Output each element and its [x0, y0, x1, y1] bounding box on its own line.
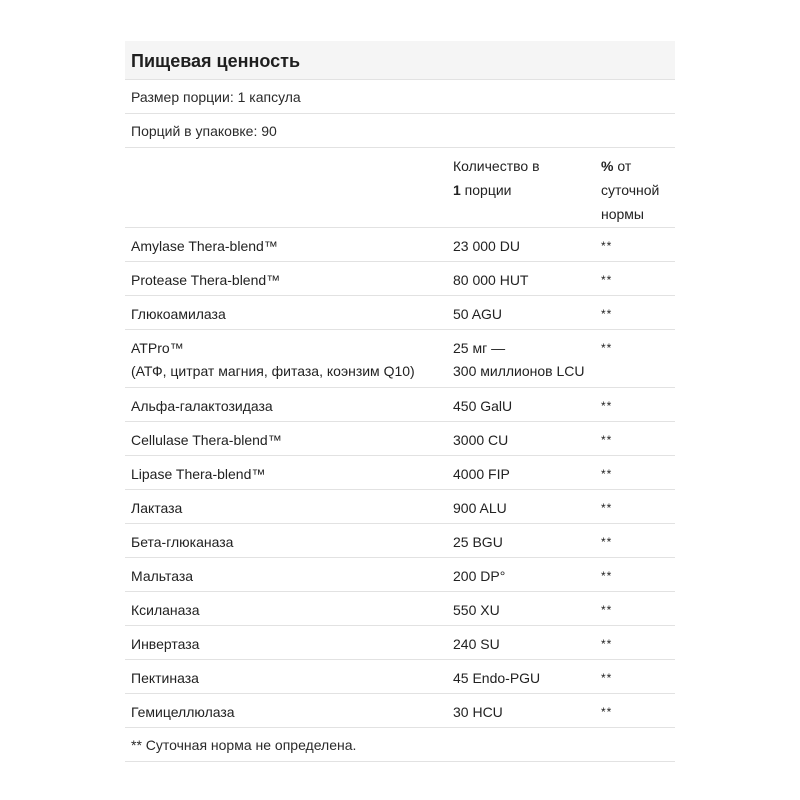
- nutrient-name-cell: [125, 420, 447, 455]
- nutrient-name: Инвертаза: [131, 636, 200, 652]
- nutrient-name-cell: [125, 488, 447, 523]
- nutrient-amount-cell: [447, 624, 595, 659]
- header-dv-line1: [601, 154, 675, 178]
- nutrient-name-cell: [125, 328, 447, 387]
- nutrient-name-cell: [125, 692, 447, 727]
- nutrient-dv: **: [601, 467, 613, 481]
- nutrient-amount-cell: [447, 488, 595, 523]
- nutrient-dv-cell: [595, 420, 675, 455]
- nutrient-name: ATPro™: [131, 340, 184, 356]
- nutrient-dv-cell: [595, 488, 675, 523]
- nutrient-name-cell: [125, 658, 447, 693]
- nutrient-amount: 45 Endo-PGU: [453, 670, 541, 686]
- nutrient-amount-cell: [447, 386, 595, 421]
- nutrient-amount-cell: [447, 454, 595, 489]
- nutrient-amount: 3000 CU: [453, 432, 509, 448]
- nutrient-name-cell: [125, 624, 447, 659]
- header-dv-cell: [595, 146, 675, 227]
- table-row: [125, 694, 675, 728]
- table-row: [125, 262, 675, 296]
- nutrient-dv: **: [601, 671, 613, 685]
- nutrient-amount-detail: 300 миллионов LCU: [453, 363, 585, 379]
- table-row: [125, 558, 675, 592]
- nutrient-dv: **: [601, 637, 613, 651]
- nutrient-dv-cell: [595, 522, 675, 557]
- nutrient-dv: **: [601, 341, 613, 355]
- nutrient-dv: **: [601, 433, 613, 447]
- nutrient-amount-cell: [447, 658, 595, 693]
- nutrient-dv: **: [601, 307, 613, 321]
- table-row: [125, 490, 675, 524]
- nutrient-name-cell: [125, 590, 447, 625]
- serving-size: Размер порции: 1 капсула: [125, 80, 675, 114]
- nutrient-name: Гемицеллюлаза: [131, 704, 235, 720]
- table-row: [125, 626, 675, 660]
- header-amount-cell: [447, 146, 595, 227]
- table-row: [125, 660, 675, 694]
- nutrient-dv: **: [601, 569, 613, 583]
- nutrient-amount-cell: [447, 556, 595, 591]
- header-name-cell: [125, 146, 447, 227]
- nutrient-dv-cell: [595, 386, 675, 421]
- nutrient-dv: **: [601, 535, 613, 549]
- table-header: [125, 148, 675, 228]
- nutrient-dv-cell: [595, 260, 675, 295]
- nutrient-dv: **: [601, 399, 613, 413]
- nutrient-dv-cell: [595, 692, 675, 727]
- panel-title: Пищевая ценность: [125, 41, 675, 80]
- table-row: [125, 422, 675, 456]
- nutrient-amount-cell: [447, 420, 595, 455]
- nutrient-amount: 550 XU: [453, 602, 500, 618]
- nutrient-name: Глюкоамилаза: [131, 306, 226, 322]
- nutrient-dv: **: [601, 501, 613, 515]
- nutrient-amount: 900 ALU: [453, 500, 507, 516]
- nutrient-amount-cell: [447, 294, 595, 329]
- nutrient-amount: 450 GalU: [453, 398, 513, 414]
- servings-per-container: Порций в упаковке: 90: [125, 114, 675, 148]
- nutrient-dv-cell: [595, 590, 675, 625]
- nutrient-dv: **: [601, 273, 613, 287]
- nutrient-dv-cell: [595, 226, 675, 261]
- nutrient-name-cell: [125, 386, 447, 421]
- nutrient-dv-cell: [595, 294, 675, 329]
- table-row: [125, 592, 675, 626]
- nutrient-name: Cellulase Thera-blend™: [131, 432, 282, 448]
- nutrient-amount-cell: [447, 692, 595, 727]
- nutrient-name: Мальтаза: [131, 568, 194, 584]
- nutrient-amount: 50 AGU: [453, 306, 503, 322]
- nutrient-name: Пектиназа: [131, 670, 199, 686]
- nutrient-name: Лактаза: [131, 500, 183, 516]
- nutrient-amount: 23 000 DU: [453, 238, 520, 254]
- nutrient-name-cell: [125, 294, 447, 329]
- nutrient-dv-cell: [595, 624, 675, 659]
- nutrient-dv-cell: [595, 328, 675, 387]
- nutrient-name: Protease Thera-blend™: [131, 272, 281, 288]
- nutrient-amount: 25 BGU: [453, 534, 503, 550]
- table-row: [125, 228, 675, 262]
- header-amount-unit: порции: [460, 182, 512, 198]
- nutrient-dv: **: [601, 239, 613, 253]
- nutrient-name: Ксиланаза: [131, 602, 200, 618]
- nutrient-amount-cell: [447, 226, 595, 261]
- nutrient-amount: 240 SU: [453, 636, 500, 652]
- nutrient-amount: 200 DP°: [453, 568, 506, 584]
- nutrient-name: Бета-глюканаза: [131, 534, 234, 550]
- nutrient-amount: 80 000 HUT: [453, 272, 529, 288]
- nutrient-name-cell: [125, 226, 447, 261]
- nutrient-amount-cell: [447, 590, 595, 625]
- nutrient-name-cell: [125, 522, 447, 557]
- table-row: [125, 456, 675, 490]
- nutrient-amount: 25 мг —: [453, 340, 506, 356]
- header-dv-percent: %: [601, 158, 614, 174]
- nutrient-dv-cell: [595, 556, 675, 591]
- table-row: [125, 296, 675, 330]
- footnote: ** Суточная норма не определена.: [125, 728, 675, 762]
- nutrient-rows: [125, 228, 675, 728]
- nutrient-amount: 4000 FIP: [453, 466, 510, 482]
- header-amount-line1: Количество в: [453, 158, 540, 174]
- nutrient-dv-cell: [595, 454, 675, 489]
- header-dv-line3: нормы: [601, 206, 644, 222]
- nutrient-dv: **: [601, 705, 613, 719]
- nutrient-amount: 30 HCU: [453, 704, 503, 720]
- header-amount-count: 1: [453, 182, 461, 198]
- table-row: [125, 524, 675, 558]
- nutrient-name-cell: [125, 454, 447, 489]
- nutrition-facts-panel: [125, 41, 675, 762]
- table-row: [125, 330, 675, 388]
- table-row: [125, 388, 675, 422]
- header-amount-line2: [453, 178, 595, 202]
- nutrient-amount-cell: [447, 328, 595, 387]
- nutrient-name: Альфа-галактозидаза: [131, 398, 273, 414]
- nutrient-dv-cell: [595, 658, 675, 693]
- nutrient-name-cell: [125, 260, 447, 295]
- nutrient-amount-cell: [447, 260, 595, 295]
- header-dv-line2: суточной: [601, 182, 660, 198]
- nutrient-dv: **: [601, 603, 613, 617]
- header-dv-of: от: [613, 158, 632, 174]
- nutrient-name: Lipase Thera-blend™: [131, 466, 266, 482]
- nutrient-amount-cell: [447, 522, 595, 557]
- nutrient-name-cell: [125, 556, 447, 591]
- nutrient-name-detail: (АТФ, цитрат магния, фитаза, коэнзим Q10): [131, 363, 415, 379]
- nutrient-name: Amylase Thera-blend™: [131, 238, 278, 254]
